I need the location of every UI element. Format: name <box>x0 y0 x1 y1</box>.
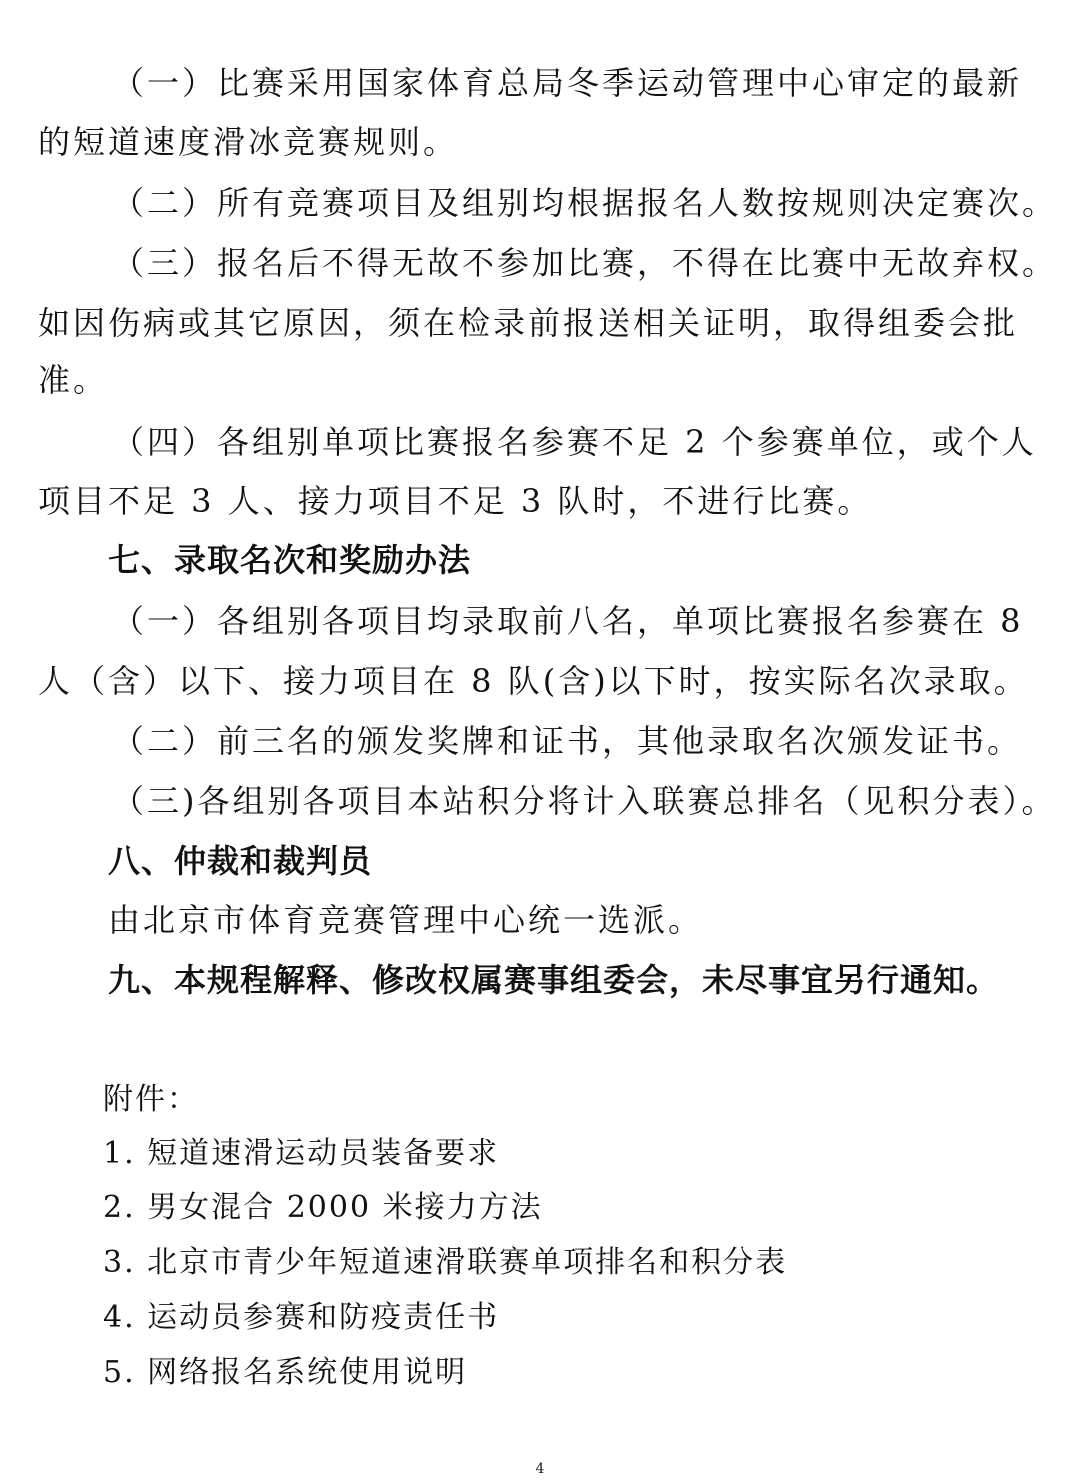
attachment-item-3: 3. 北京市青少年短道速滑联赛单项排名和积分表 <box>103 1245 788 1280</box>
clause-7-2-line-1: （二）前三名的颁发奖牌和证书，其他录取名次颁发证书。 <box>112 722 1023 760</box>
section-7-heading: 七、录取名次和奖励办法 <box>108 541 472 579</box>
attachment-item-2: 2. 男女混合 2000 米接力方法 <box>103 1190 543 1225</box>
clause-6-3-line-3: 准。 <box>38 361 109 399</box>
section-8-heading: 八、仲裁和裁判员 <box>108 842 373 880</box>
section-9-heading: 九、本规程解释、修改权属赛事组委会，未尽事宜另行通知。 <box>108 961 1000 999</box>
clause-6-4-line-1: （四）各组别单项比赛报名参赛不足 2 个参赛单位，或个人 <box>112 423 1037 461</box>
section-8-body: 由北京市体育竞赛管理中心统一选派。 <box>108 901 704 939</box>
clause-7-1-line-1: （一）各组别各项目均录取前八名，单项比赛报名参赛在 8 <box>112 602 1024 640</box>
clause-6-2-line-1: （二）所有竞赛项目及组别均根据报名人数按规则决定赛次。 <box>112 184 1058 222</box>
attachment-item-4: 4. 运动员参赛和防疫责任书 <box>103 1300 500 1335</box>
attachment-item-5: 5. 网络报名系统使用说明 <box>103 1355 468 1390</box>
clause-7-1-line-2: 人（含）以下、接力项目在 8 队(含)以下时，按实际名次录取。 <box>38 662 1029 700</box>
clause-6-1-line-2: 的短道速度滑冰竞赛规则。 <box>38 123 459 161</box>
attachment-item-1: 1. 短道速滑运动员装备要求 <box>103 1136 500 1171</box>
clause-7-3-line-1: （三)各组别各项目本站积分将计入联赛总排名（见积分表）。 <box>112 782 1057 820</box>
clause-6-3-line-2: 如因伤病或其它原因，须在检录前报送相关证明，取得组委会批 <box>38 304 1019 342</box>
clause-6-1-line-1: （一）比赛采用国家体育总局冬季运动管理中心审定的最新 <box>112 64 1023 102</box>
page-number: 4 <box>535 1461 545 1477</box>
clause-6-3-line-1: （三）报名后不得无故不参加比赛，不得在比赛中无故弃权。 <box>112 244 1058 282</box>
attachments-title: 附件： <box>103 1082 199 1117</box>
clause-6-4-line-2: 项目不足 3 人、接力项目不足 3 队时，不进行比赛。 <box>38 482 873 520</box>
